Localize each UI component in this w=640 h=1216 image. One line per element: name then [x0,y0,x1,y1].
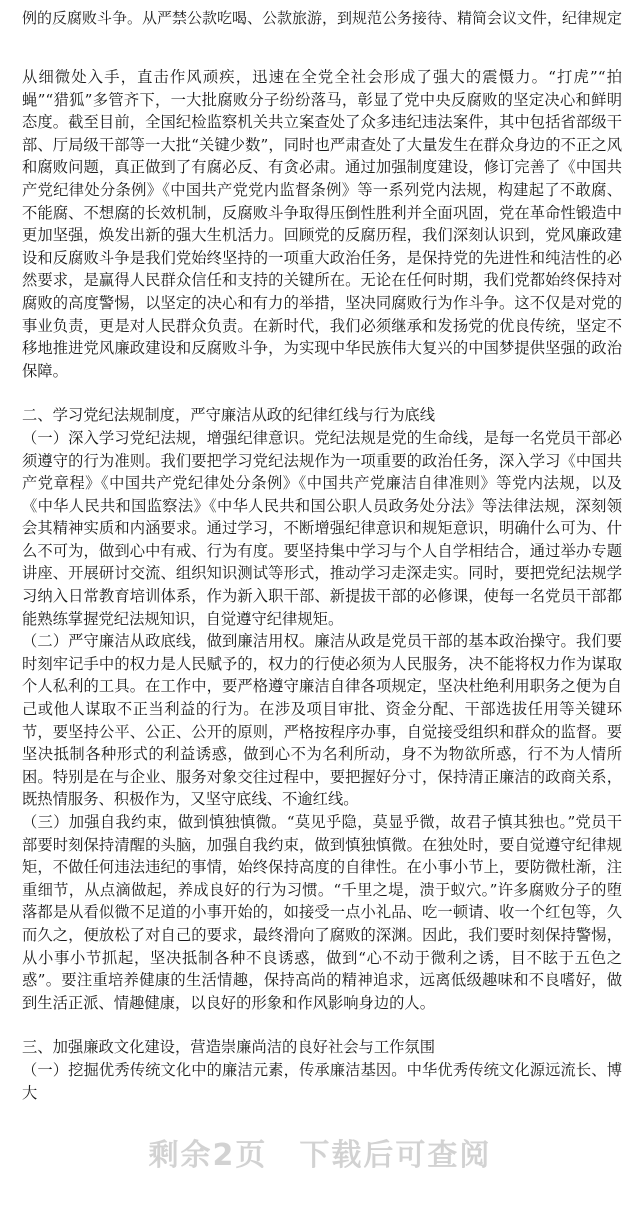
paragraph: （一）挖掘优秀传统文化中的廉洁元素，传承廉洁基因。中华优秀传统文化源远流长、博大 [22,1060,622,1102]
paragraph-gap [22,1014,622,1036]
paragraph: 从细微处入手，直击作风顽疾，迅速在全党全社会形成了强大的震慑力。“打虎”“拍蝇”“猎狐”多管齐下，一大批腐败分子纷纷落马，彰显了党中央反腐败的坚定决心和鲜明态度。截至目前，全国纪检监察机关共立案查处了众多违纪违法案件，其中包括省部级干部、厅局级干部等一大批“关键少数”，同时也严肃查处了大量发生在群众身边的不正之风和腐败问题，真正做到了有腐必反、有贪必肃。通过加强制度建设，修订完善了《中国共产党纪律处分条例》《中国共产党党内监督条例》等一系列党内法规，构建起了不敢腐、不能腐、不想腐的长效机制，反腐败斗争取得压倒性胜利并全面巩固，党在革命性锻造中更加坚强，焕发出新的强大生机活力。回顾党的反腐历程，我们深刻认识到，党风廉政建设和反腐败斗争是我们党始终坚持的一项重大政治任务，是保持党的先进性和纯洁性的必然要求，是赢得人民群众信任和支持的关键所在。无论在任何时期，我们党都始终保持对腐败的高度警惕，以坚定的决心和有力的举措，坚决同腐败行为作斗争。这不仅是对党的事业负责，更是对人民群众负责。在新时代，我们必须继承和发扬党的优良传统，坚定不移地推进党风廉政建设和反腐败斗争，为实现中华民族伟大复兴的中国梦提供坚强的政治保障。 [22,68,622,380]
paragraph-gap [22,382,622,404]
section-heading: 二、学习党纪法规制度，严守廉洁从政的纪律红线与行为底线 [22,406,436,425]
document-body [22,66,622,1104]
remaining-pages-notice[interactable]: 剩余2页 下载后可查阅 [148,1138,492,1173]
paragraph: （二）严守廉洁从政底线，做到廉洁用权。廉洁从政是党员干部的基本政治操守。我们要时刻牢记手中的权力是人民赋予的，权力的行使必须为人民服务，决不能将权力作为谋取个人私利的工具。在工作中，要严格遵守廉洁自律各项规定，坚决杜绝利用职务之便为自己或他人谋取不正当利益的行为。在涉及项目审批、资金分配、干部选拔任用等关键环节，要坚持公平、公正、公开的原则，严格按程序办事，自觉接受组织和群众的监督。要坚决抵制各种形式的利益诱惑，做到心不为名利所动，身不为物欲所惑，行不为人情所困。特别是在与企业、服务对象交往过程中，要把握好分寸，保持清正廉洁的政商关系，既热情服务、积极作为，又坚守底线、不逾红线。 [22,632,622,809]
paragraph: （一）深入学习党纪法规，增强纪律意识。党纪法规是党的生命线，是每一名党员干部必须遵守的行为准则。我们要把学习党纪法规作为一项重要的政治任务，深入学习《中国共产党章程》《中国共产党纪律处分条例》《中国共产党廉洁自律准则》等党内法规，以及《中华人民共和国监察法》《中华人民共和国公职人员政务处分法》等法律法规，深刻领会其精神实质和内涵要求。通过学习，不断增强纪律意识和规矩意识，明确什么可为、什么不可为，做到心中有戒、行为有度。要坚持集中学习与个人自学相结合，通过举办专题讲座、开展研讨交流、组织知识测试等形式，推动学习走深走实。同时，要把党纪法规学习纳入日常教育培训体系，作为新入职干部、新提拔干部的必修课，使每一名党员干部都能熟练掌握党纪法规知识，自觉遵守纪律规矩。 [22,428,622,628]
top-line: 例的反腐败斗争。从严禁公款吃喝、公款旅游，到规范公务接待、精简会议文件，纪律规定 [22,9,622,27]
section-heading: 三、加强廉政文化建设，营造崇廉尚洁的良好社会与工作氛围 [22,1038,436,1057]
paragraph: （三）加强自我约束，做到慎独慎微。“莫见乎隐，莫显乎微，故君子慎其独也。”党员干部要时刻保持清醒的头脑，加强自我约束，做到慎独慎微。在独处时，要自觉遵守纪律规矩，不做任何违法违纪的事情，始终保持高度的自律性。在小事小节上，要防微杜渐，注重细节，从点滴做起，养成良好的行为习惯。“千里之堤，溃于蚁穴。”许多腐败分子的堕落都是从看似微不足道的小事开始的，如接受一点小礼品、吃一顿请、收一个红包等，久而久之，便放松了对自己的要求，最终滑向了腐败的深渊。因此，我们要时刻保持警惕，从小事小节抓起，坚决抵制各种不良诱惑，做到“心不动于微利之诱，目不眩于五色之惑”。要注重培养健康的生活情趣，保持高尚的精神追求，远离低级趣味和不良嗜好，做到生活正派、情趣健康，以良好的形象和作风影响身边的人。 [22,813,622,1012]
